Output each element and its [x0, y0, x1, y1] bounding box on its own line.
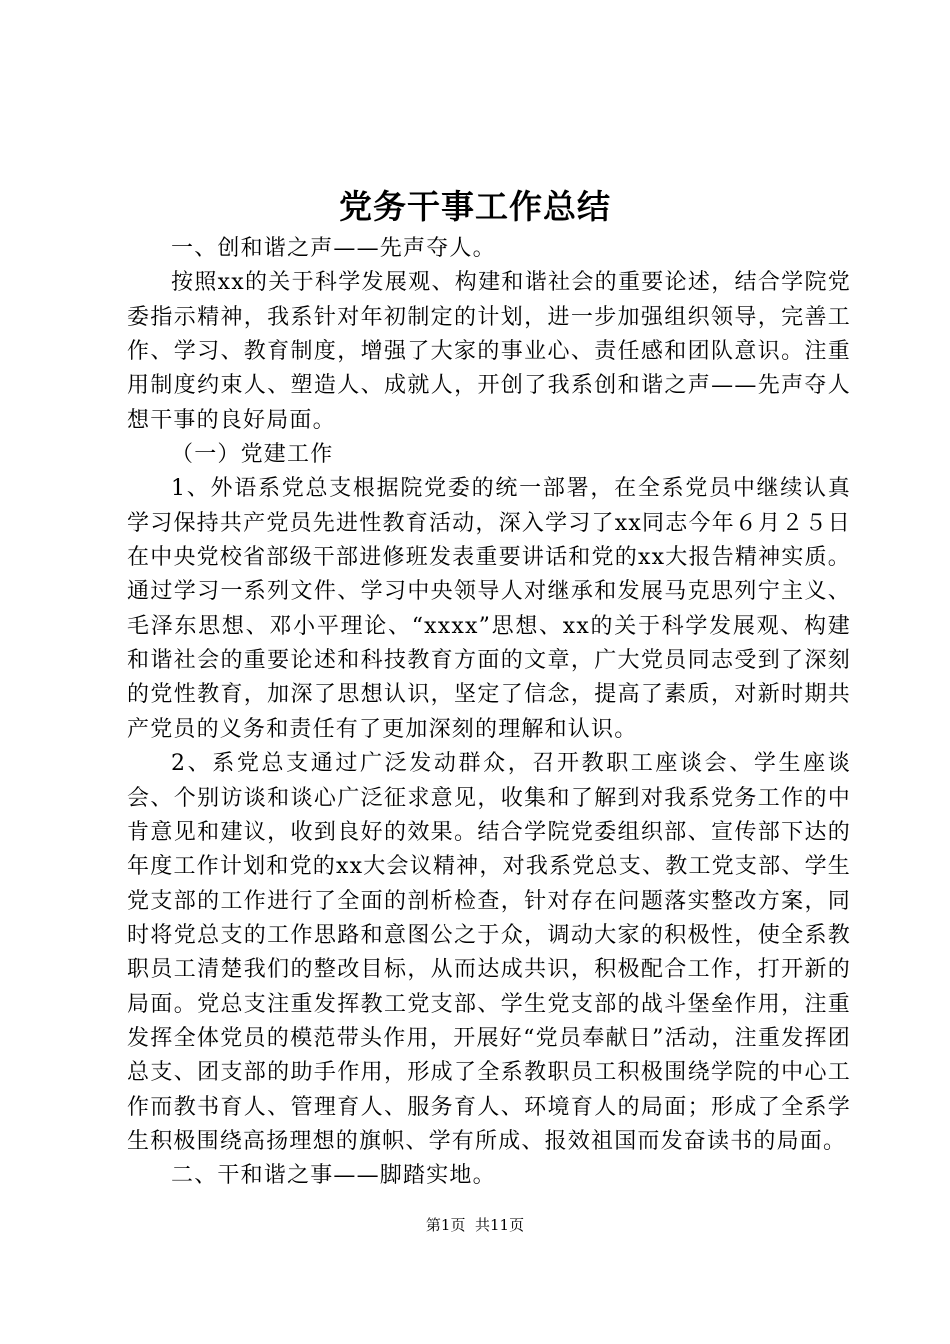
page-footer	[0, 1213, 950, 1237]
paragraph-item-2: 2、系党总支通过广泛发动群众，召开教职工座谈会、学生座谈会、个别访谈和谈心广泛征求意见，收集和了解到对我系党务工作的中肯意见和建议，收到良好的效果。结合学院党委组织部、宣传部下达的年度工作计划和党的xx大会议精神，对我系党总支、教工党支部、学生党支部的工作进行了全面的剖析检查，针对存在问题落实整改方案，同时将党总支的工作思路和意图公之于众，调动大家的积极性，使全系教职员工清楚我们的整改目标，从而达成共识，积极配合工作，打开新的局面。党总支注重发挥教工党支部、学生党支部的战斗堡垒作用，注重发挥全体党员的模范带头作用，开展好“党员奉献日”活动，注重发挥团总支、团支部的助手作用，形成了全系教职员工积极围绕学院的中心工作而教书育人、管理育人、服务育人、环境育人的局面；形成了全系学生积极围绕高扬理想的旗帜、学有所成、报效祖国而发奋读书的局面。	[127, 751, 851, 1154]
document-title: 党务干事工作总结	[339, 187, 611, 226]
paragraph-intro: 按照xx的关于科学发展观、构建和谐社会的重要论述，结合学院党委指示精神，我系针对年初制定的计划，进一步加强组织领导，完善工作、学习、教育制度，增强了大家的事业心、责任感和团队意识。注重用制度约束人、塑造人、成就人，开创了我系创和谐之声——先声夺人想干事的良好局面。	[127, 270, 851, 433]
section-heading-1: 一、创和谐之声——先声夺人。	[171, 236, 496, 261]
section-heading-2: 二、干和谐之事——脚踏实地。	[171, 1163, 496, 1189]
page-number: 第1页	[425, 1216, 466, 1234]
document-body	[127, 232, 851, 1194]
page-total: 共11页	[475, 1216, 525, 1234]
subsection-heading-party-building: （一）党建工作	[171, 442, 334, 468]
paragraph-item-1: 1、外语系党总支根据院党委的统一部署，在全系党员中继续认真学习保持共产党员先进性教育活动，深入学习了xx同志今年６月２５日在中央党校省部级干部进修班发表重要讲话和党的xx大报告精神实质。通过学习一系列文件、学习中央领导人对继承和发展马克思列宁主义、毛泽东思想、邓小平理论、“xxxx”思想、xx的关于科学发展观、构建和谐社会的重要论述和科技教育方面的文章，广大党员同志受到了深刻的党性教育，加深了思想认识，坚定了信念，提高了素质，对新时期共产党员的义务和责任有了更加深刻的理解和认识。	[127, 476, 851, 742]
